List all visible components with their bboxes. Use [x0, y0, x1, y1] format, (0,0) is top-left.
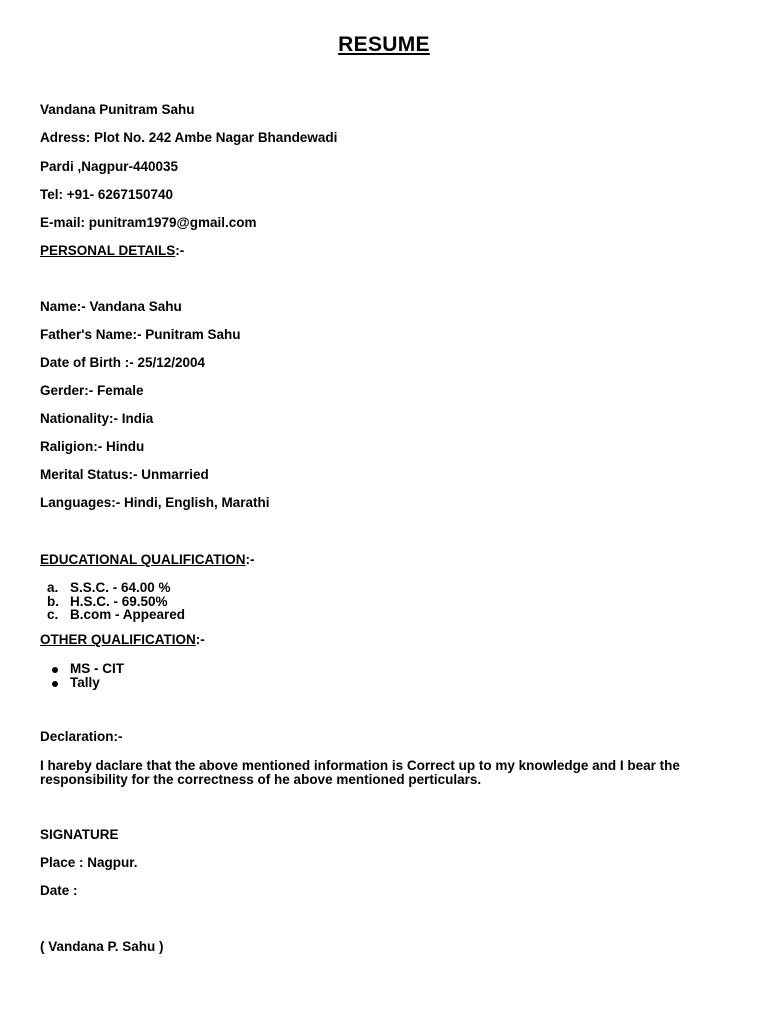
- personal-nationality: Nationality:- India: [40, 411, 154, 426]
- other-qualification-heading-suffix: :-: [195, 632, 205, 647]
- declaration-heading: Declaration:-: [40, 729, 123, 744]
- contact-tel: Tel: +91- 6267150740: [40, 187, 173, 202]
- signature-date: Date :: [40, 883, 78, 898]
- education-item-hsc: H.S.C. - 69.50%: [70, 594, 168, 609]
- contact-email: E-mail: punitram1979@gmail.com: [40, 215, 257, 230]
- signature-name: ( Vandana P. Sahu ): [40, 939, 164, 954]
- personal-details-heading: [40, 243, 184, 258]
- personal-dob: Date of Birth :- 25/12/2004: [40, 355, 206, 370]
- education-heading: [40, 552, 255, 567]
- page-title: RESUME: [338, 33, 430, 56]
- personal-marital-status: Merital Status:- Unmarried: [40, 467, 209, 482]
- contact-address-line2: Pardi ,Nagpur-440035: [40, 159, 179, 174]
- education-marker-a: a.: [47, 580, 59, 595]
- education-heading-suffix: :-: [245, 552, 255, 567]
- contact-name: Vandana Punitram Sahu: [40, 102, 195, 117]
- education-marker-b: b.: [47, 594, 59, 609]
- personal-languages: Languages:- Hindi, English, Marathi: [40, 495, 270, 510]
- education-marker-c: c.: [47, 607, 59, 622]
- declaration-text: I hareby daclare that the above mentioned information is Correct up to my knowledge and I bear the responsibility for the correctness of he above mentioned perticulars.: [40, 758, 680, 787]
- education-heading-text: EDUCATIONAL QUALIFICATION: [40, 552, 246, 567]
- personal-details-heading-suffix: :-: [175, 243, 185, 258]
- personal-religion: Raligion:- Hindu: [40, 439, 145, 454]
- other-qualification-heading-text: OTHER QUALIFICATION: [40, 632, 196, 647]
- other-item-ms-cit: MS - CIT: [70, 661, 124, 676]
- education-item-ssc: S.S.C. - 64.00 %: [70, 580, 171, 595]
- personal-details-heading-text: PERSONAL DETAILS: [40, 243, 176, 258]
- bullet-icon: [52, 681, 58, 687]
- other-qualification-heading: [40, 632, 205, 647]
- education-item-bcom: B.com - Appeared: [70, 607, 186, 622]
- personal-name: Name:- Vandana Sahu: [40, 299, 182, 314]
- contact-address-line1: Adress: Plot No. 242 Ambe Nagar Bhandewadi: [40, 130, 338, 145]
- personal-father-name: Father's Name:- Punitram Sahu: [40, 327, 241, 342]
- bullet-icon: [52, 667, 58, 673]
- signature-label: SIGNATURE: [40, 827, 119, 842]
- other-item-tally: Tally: [70, 675, 100, 690]
- signature-place: Place : Nagpur.: [40, 855, 138, 870]
- personal-gender: Gerder:- Female: [40, 383, 144, 398]
